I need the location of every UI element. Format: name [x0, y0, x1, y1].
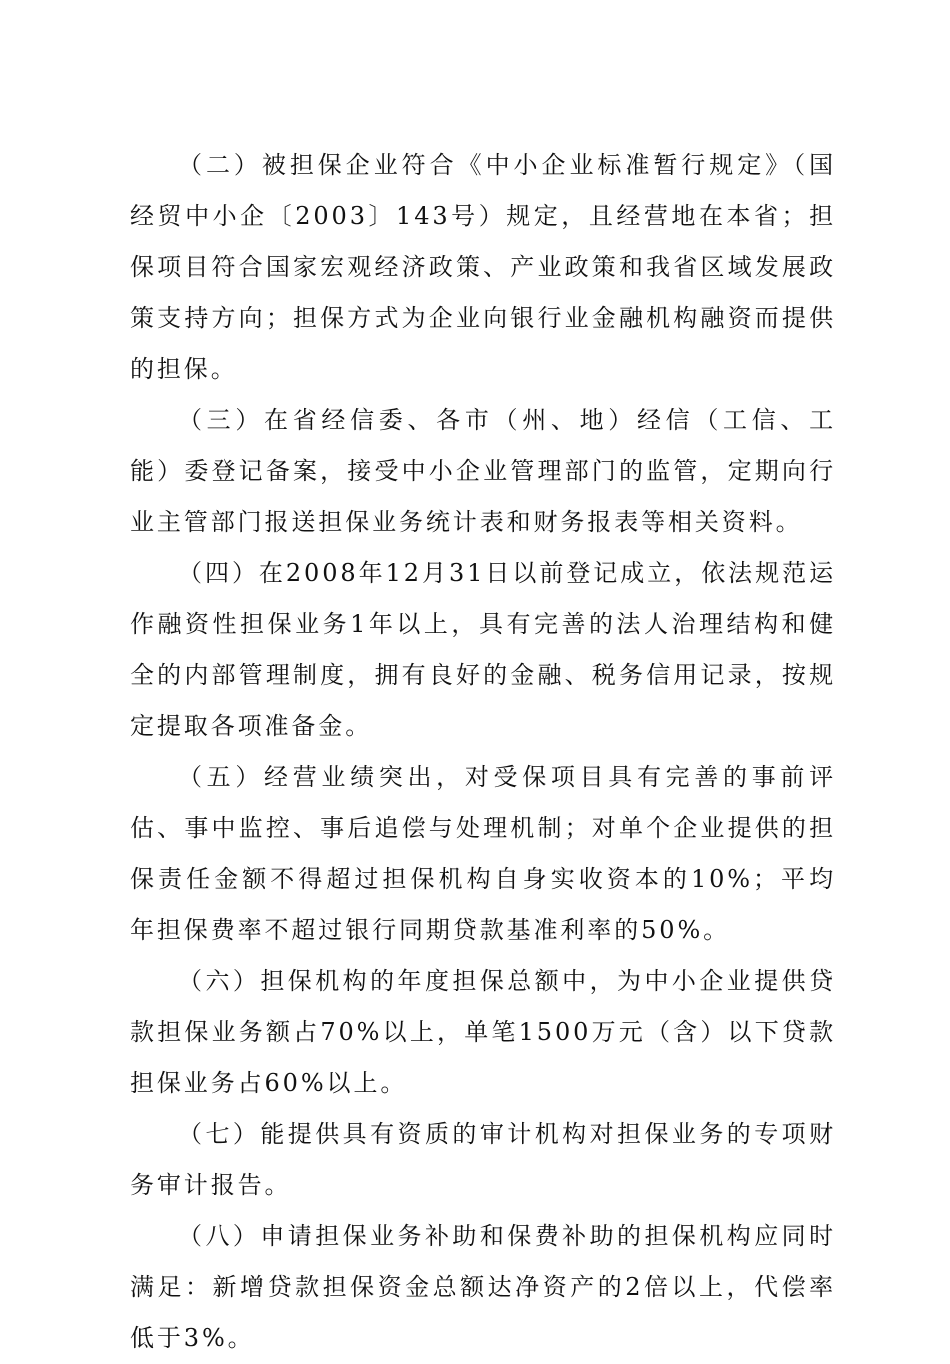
document-body	[130, 140, 836, 1364]
paragraph-3: （三）在省经信委、各市（州、地）经信（工信、工能）委登记备案，接受中小企业管理部门的监管，定期向行业主管部门报送担保业务统计表和财务报表等相关资料。	[130, 406, 836, 536]
paragraph-4: （四）在2008年12月31日以前登记成立，依法规范运作融资性担保业务1年以上，具有完善的法人治理结构和健全的内部管理制度，拥有良好的金融、税务信用记录，按规定提取各项准备金。	[130, 559, 836, 740]
paragraph-8: （八）申请担保业务补助和保费补助的担保机构应同时满足：新增贷款担保资金总额达净资产的2倍以上，代偿率低于3%。	[130, 1222, 836, 1352]
paragraph-6: （六）担保机构的年度担保总额中，为中小企业提供贷款担保业务额占70%以上，单笔1500万元（含）以下贷款担保业务占60%以上。	[130, 967, 836, 1097]
paragraph-5: （五）经营业绩突出，对受保项目具有完善的事前评估、事中监控、事后追偿与处理机制；对单个企业提供的担保责任金额不得超过担保机构自身实收资本的10%；平均年担保费率不超过银行同期贷款基准利率的50%。	[130, 763, 836, 944]
paragraph-2: （二）被担保企业符合《中小企业标准暂行规定》（国经贸中小企〔2003〕143号）规定，且经营地在本省；担保项目符合国家宏观经济政策、产业政策和我省区域发展政策支持方向；担保方式为企业向银行业金融机构融资而提供的担保。	[130, 151, 836, 383]
paragraph-7: （七）能提供具有资质的审计机构对担保业务的专项财务审计报告。	[130, 1120, 836, 1199]
